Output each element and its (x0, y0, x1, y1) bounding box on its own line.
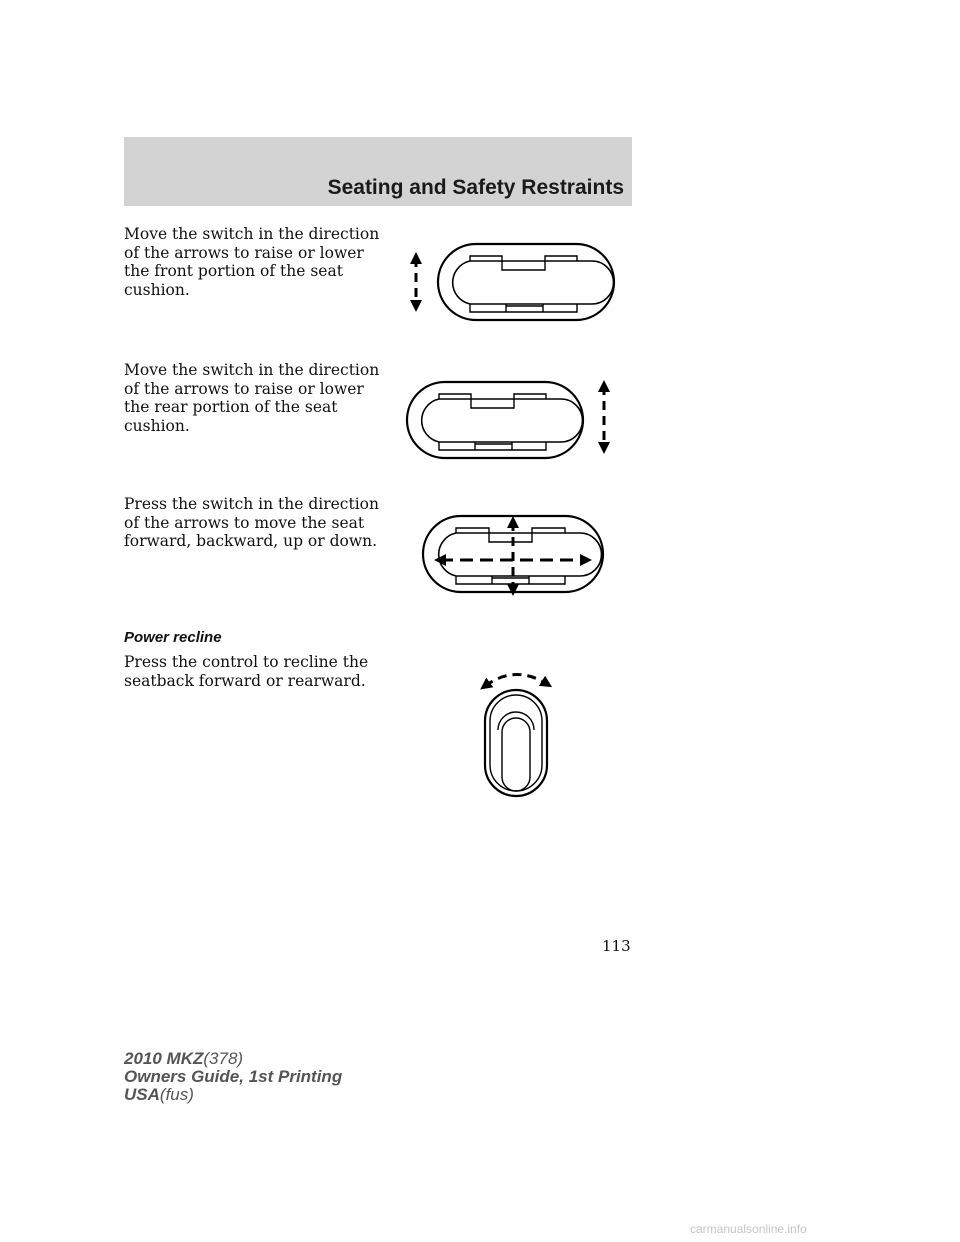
footer-guide: Owners Guide, 1st Printing (124, 1067, 343, 1086)
footer-model: 2010 MKZ (124, 1049, 204, 1068)
section-header-band (124, 137, 632, 206)
rear-cushion-instructions: Move the switch in the direction of the arrows to raise or lower the rear portion of the seat cushion. (124, 361, 380, 435)
footer-market: USA (124, 1085, 160, 1104)
section-title: Seating and Safety Restraints (327, 176, 624, 199)
footer-market-code: (fus) (159, 1085, 194, 1104)
footer-model-code: (378) (203, 1049, 244, 1068)
seat-position-instructions: Press the switch in the direction of the arrows to move the seat forward, backward, up or down. (124, 495, 379, 550)
front-cushion-instructions: Move the switch in the direction of the arrows to raise or lower the front portion of the seat cushion. (124, 225, 380, 299)
power-recline-instructions: Press the control to recline the seatback forward or rearward. (124, 653, 369, 690)
print-footer (124, 1050, 342, 1104)
seat-position-switch-icon (420, 512, 610, 597)
page-number: 113 (602, 937, 631, 955)
power-recline-heading: Power recline (124, 629, 222, 646)
rear-cushion-switch-icon (405, 378, 625, 463)
front-cushion-switch-icon (400, 240, 620, 325)
watermark: carmanualsonline.info (690, 1222, 807, 1236)
recline-control-icon (475, 662, 565, 802)
